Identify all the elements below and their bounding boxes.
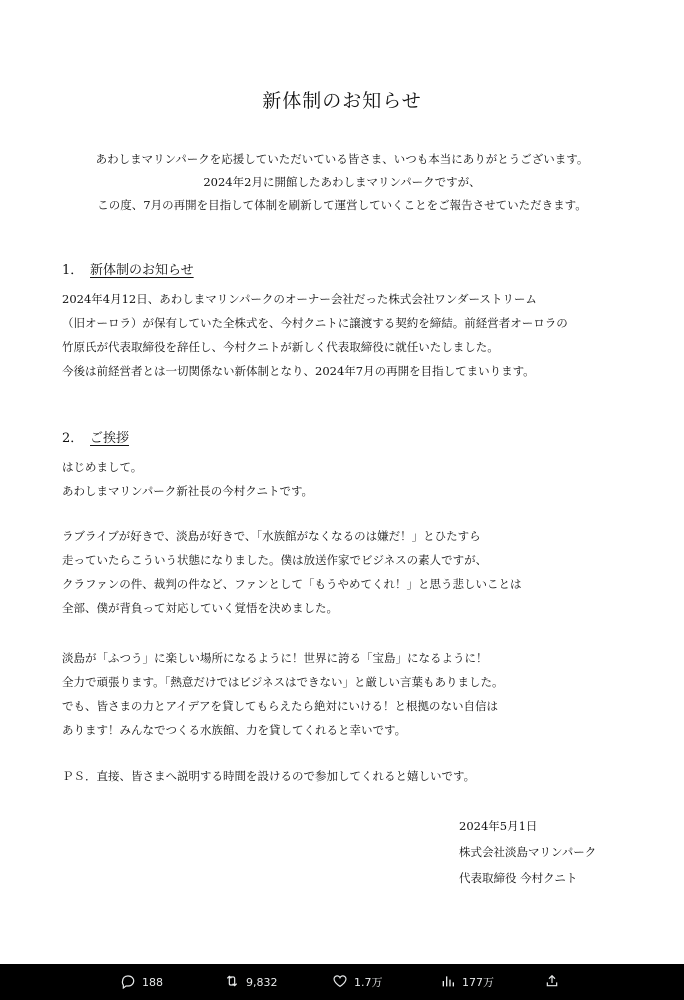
story-paragraph bbox=[62, 524, 522, 620]
views-icon bbox=[440, 973, 456, 992]
body-line: クラファンの件、裁判の件など、ファンとして「もうやめてくれ！」と思う悲しいことは bbox=[62, 577, 522, 591]
body-line: 竹原氏が代表取締役を辞任し、今村クニトが新しく代表取締役に就任いたしました。 bbox=[62, 340, 499, 354]
post-action-bar bbox=[0, 964, 684, 1000]
body-line: でも、皆さまの力とアイデアを貸してもらえたら絶対にいける！と根拠のない自信は bbox=[62, 699, 498, 713]
section-1-heading bbox=[62, 259, 194, 278]
repost-count: 9,832 bbox=[246, 975, 278, 989]
section-number: 2． bbox=[62, 431, 84, 446]
intro-paragraph bbox=[0, 148, 684, 217]
section-1-body bbox=[62, 287, 568, 383]
intro-line: この度、7月の再開を目指して体制を刷新して運営していくことをご報告させていただきます。 bbox=[97, 198, 587, 212]
ps-paragraph bbox=[62, 764, 475, 788]
document-title: 新体制のお知らせ bbox=[262, 90, 422, 112]
greeting-paragraph bbox=[62, 455, 313, 503]
reply-button[interactable] bbox=[120, 964, 163, 1000]
reply-icon bbox=[120, 973, 136, 992]
heart-icon bbox=[332, 973, 348, 992]
section-number: 1． bbox=[62, 263, 84, 278]
body-line: あわしまマリンパーク新社長の今村クニトです。 bbox=[62, 484, 314, 498]
signature-date: 2024年5月1日 bbox=[459, 819, 538, 833]
body-line: 走っていたらこういう状態になりました。僕は放送作家でビジネスの素人ですが、 bbox=[62, 553, 488, 567]
signature-block bbox=[459, 813, 596, 891]
intro-line: 2024年2月に開館したあわしまマリンパークですが、 bbox=[203, 175, 481, 189]
like-button[interactable] bbox=[332, 964, 383, 1000]
share-icon bbox=[544, 973, 560, 992]
body-line: あります！みんなでつくる水族館、力を貸してくれると幸いです。 bbox=[62, 723, 407, 737]
views-button[interactable] bbox=[440, 964, 494, 1000]
like-count: 1.7万 bbox=[354, 976, 383, 989]
body-line: 今後は前経営者とは一切関係ない新体制となり、2024年7月の再開を目指してまいります。 bbox=[62, 364, 535, 378]
section-title: 新体制のお知らせ bbox=[90, 263, 194, 278]
body-line: 全部、僕が背負って対応していく覚悟を決めました。 bbox=[62, 601, 338, 615]
ps-line: ＰＳ．直接、皆さまへ説明する時間を設けるので参加してくれると嬉しいです。 bbox=[62, 769, 476, 783]
body-line: はじめまして。 bbox=[62, 460, 143, 474]
section-2-heading bbox=[62, 427, 129, 446]
repost-icon bbox=[224, 973, 240, 992]
section-title: ご挨拶 bbox=[90, 431, 130, 446]
commitment-paragraph bbox=[62, 646, 503, 742]
intro-line: あわしまマリンパークを応援していただいている皆さま、いつも本当にありがとうございます。 bbox=[95, 152, 589, 166]
body-line: 全力で頑張ります。「熱意だけではビジネスはできない」と厳しい言葉もありました。 bbox=[62, 675, 504, 689]
body-line: 2024年4月12日、あわしまマリンパークのオーナー会社だった株式会社ワンダーストリーム bbox=[62, 292, 537, 306]
reply-count: 188 bbox=[142, 975, 163, 989]
views-count: 177万 bbox=[462, 976, 494, 989]
signature-representative: 代表取締役 今村クニト bbox=[459, 871, 578, 885]
share-button[interactable] bbox=[544, 964, 560, 1000]
signature-company: 株式会社淡島マリンパーク bbox=[459, 845, 597, 859]
body-line: ラブライブが好きで、淡島が好きで、「水族館がなくなるのは嫌だ！」とひたすら bbox=[62, 529, 481, 543]
body-line: （旧オーロラ）が保有していた全株式を、今村クニトに譲渡する契約を締結。前経営者オーロラの bbox=[62, 316, 568, 330]
body-line: 淡島が「ふつう」に楽しい場所になるように！世界に誇る「宝島」になるように！ bbox=[62, 651, 488, 665]
repost-button[interactable] bbox=[224, 964, 278, 1000]
